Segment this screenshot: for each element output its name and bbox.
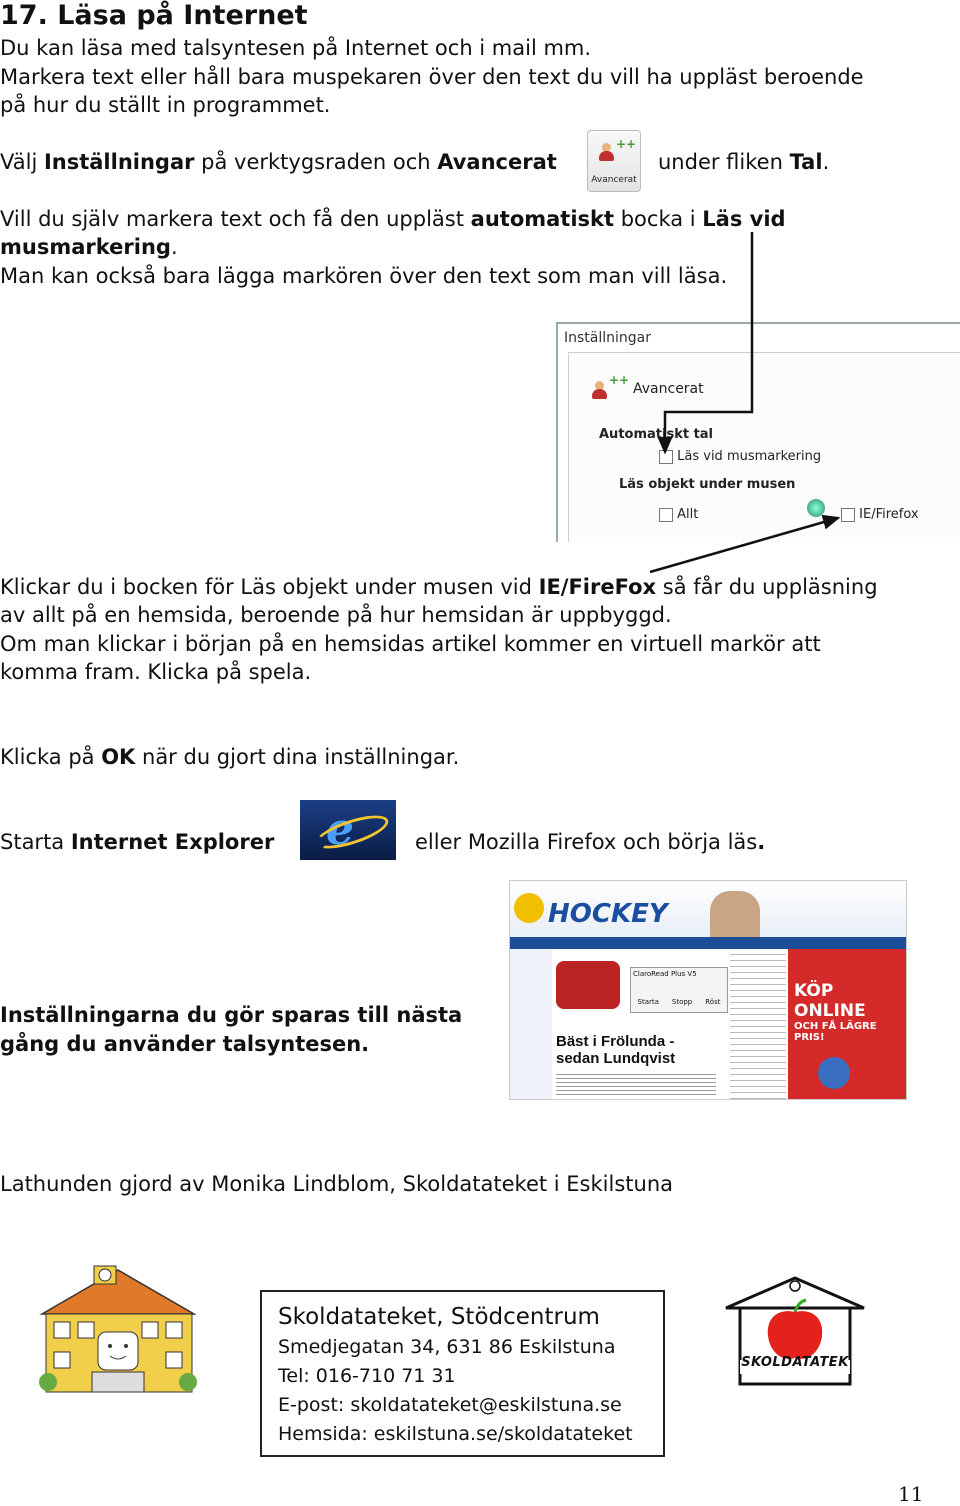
ok-instruction	[0, 743, 459, 771]
pointer-arrows	[0, 0, 960, 620]
text-span: så får du uppläsning	[656, 575, 878, 599]
bold-settings: Inställningar	[43, 150, 195, 174]
contact-box	[260, 1290, 665, 1457]
site-nav-bar	[510, 937, 906, 949]
saved-note-line-1: Inställningarna du gör sparas till nästa	[0, 1003, 463, 1027]
site-sidebar	[510, 949, 552, 1099]
bold-las-vid: Läs vid	[702, 207, 786, 231]
page-title: 17. Läsa på Internet	[0, 0, 308, 31]
arrow-to-ie-firefox	[650, 518, 838, 572]
bold-tal: Tal	[789, 150, 823, 174]
ad-title: KÖP ONLINE	[794, 981, 866, 1021]
settings-panel-title: Inställningar	[564, 330, 652, 346]
advanced-icon-label: Avancerat	[591, 175, 637, 185]
option-label: Läs vid musmarkering	[677, 449, 822, 464]
news-list	[730, 949, 786, 1099]
intro-line-3: på hur du ställt in programmet.	[0, 93, 331, 117]
plus-icon: ++	[616, 137, 637, 151]
ie-e-glyph: e	[326, 804, 354, 855]
arrow-to-read-on-selection	[665, 232, 752, 452]
ie-para-line-3: Om man klickar i början på en hemsidas artikel kommer en virtuell markör att	[0, 632, 821, 656]
text-span: när du gjort dina inställningar.	[135, 745, 460, 769]
reader-voice-button[interactable]: Röst	[705, 998, 721, 1006]
bold-advanced: Avancerat	[437, 150, 557, 174]
ie-para-line-2: av allt på en hemsida, beroende på hur hemsidan är uppbyggd.	[0, 603, 672, 627]
contact-email: E-post: skoldatateket@eskilstuna.se	[278, 1394, 622, 1416]
ie-para-line-4: komma fram. Klicka på spela.	[0, 660, 312, 684]
contact-phone: Tel: 016-710 71 31	[278, 1365, 456, 1387]
bold-ok: OK	[101, 745, 136, 769]
headline-line-1: Bäst i Frölunda -	[556, 1033, 675, 1050]
text-span: Klicka på	[0, 745, 102, 769]
credit-line: Lathunden gjord av Monika Lindblom, Skoldatateket i Eskilstuna	[0, 1172, 673, 1196]
intro-line-2: Markera text eller håll bara muspekaren över den text du vill ha uppläst beroende	[0, 65, 864, 89]
person-photo	[710, 891, 760, 937]
article-text	[556, 1071, 716, 1097]
plus-icon: ++	[609, 373, 630, 387]
text-span: Vill du själv markera text och få den uppläst	[0, 207, 471, 231]
tab-advanced: Avancerat	[633, 381, 704, 397]
school-house-illustration	[36, 1262, 200, 1402]
start-instruction	[0, 828, 274, 856]
hockey-player-photo	[556, 961, 620, 1009]
saved-note-line-2: gång du använder talsyntesen.	[0, 1032, 370, 1056]
ad-banner	[788, 949, 906, 1099]
text-span: Välj	[0, 150, 44, 174]
contact-name: Skoldatateket, Stödcentrum	[278, 1304, 600, 1330]
bold-ie-firefox: IE/FireFox	[538, 575, 657, 599]
if-logo-icon	[818, 1057, 850, 1089]
intro-line-1: Du kan läsa med talsyntesen på Internet och i mail mm.	[0, 36, 592, 60]
start-instruction-tail	[415, 828, 765, 856]
headline-line-2: sedan Lundqvist	[556, 1050, 676, 1067]
contact-web: Hemsida: eskilstuna.se/skoldatateket	[278, 1423, 633, 1445]
text-span: .	[170, 235, 178, 259]
reader-toolbar-buttons	[631, 998, 727, 1006]
reader-stop-button[interactable]: Stopp	[671, 998, 693, 1006]
page-number: 11	[898, 1482, 924, 1506]
text-span: eller Mozilla Firefox och börja läs	[415, 830, 758, 854]
section-automatic-speech: Automatiskt tal	[599, 427, 714, 442]
website-screenshot	[509, 880, 907, 1100]
bold-period: .	[757, 830, 766, 854]
reader-toolbar-label: ClaroRead Plus V5	[633, 970, 697, 978]
ie-para-line-1	[0, 573, 878, 601]
bold-musmarkering: musmarkering	[0, 235, 171, 259]
text-span: Klickar du i bocken för Läs objekt under musen vid	[0, 575, 539, 599]
text-span: Starta	[0, 830, 71, 854]
option-label: IE/Firefox	[859, 507, 919, 522]
bold-internet-explorer: Internet Explorer	[70, 830, 275, 854]
reader-toolbar	[630, 967, 728, 1013]
option-label: Allt	[677, 507, 699, 522]
text-span: på verktygsraden och	[194, 150, 438, 174]
skoldatatek-logo-text: SKOLDATATEK	[741, 1355, 849, 1370]
auto-read-line-3: Man kan också bara lägga markören över den text som man vill läsa.	[0, 264, 728, 288]
contact-address: Smedjegatan 34, 631 86 Eskilstuna	[278, 1336, 616, 1358]
bold-auto: automatiskt	[470, 207, 615, 231]
reader-start-button[interactable]: Starta	[637, 998, 659, 1006]
text-span: under fliken	[658, 150, 790, 174]
ad-subtitle: OCH FÅ LÄGRE PRIS!	[794, 1021, 877, 1043]
internet-explorer-icon	[300, 800, 396, 860]
text-span: .	[822, 150, 830, 174]
brand-logo-icon	[514, 893, 544, 923]
section-read-under-mouse: Läs objekt under musen	[619, 477, 796, 492]
text-span: bocka i	[614, 207, 703, 231]
article-headline	[556, 1033, 675, 1067]
site-brand: HOCKEY	[548, 899, 668, 929]
